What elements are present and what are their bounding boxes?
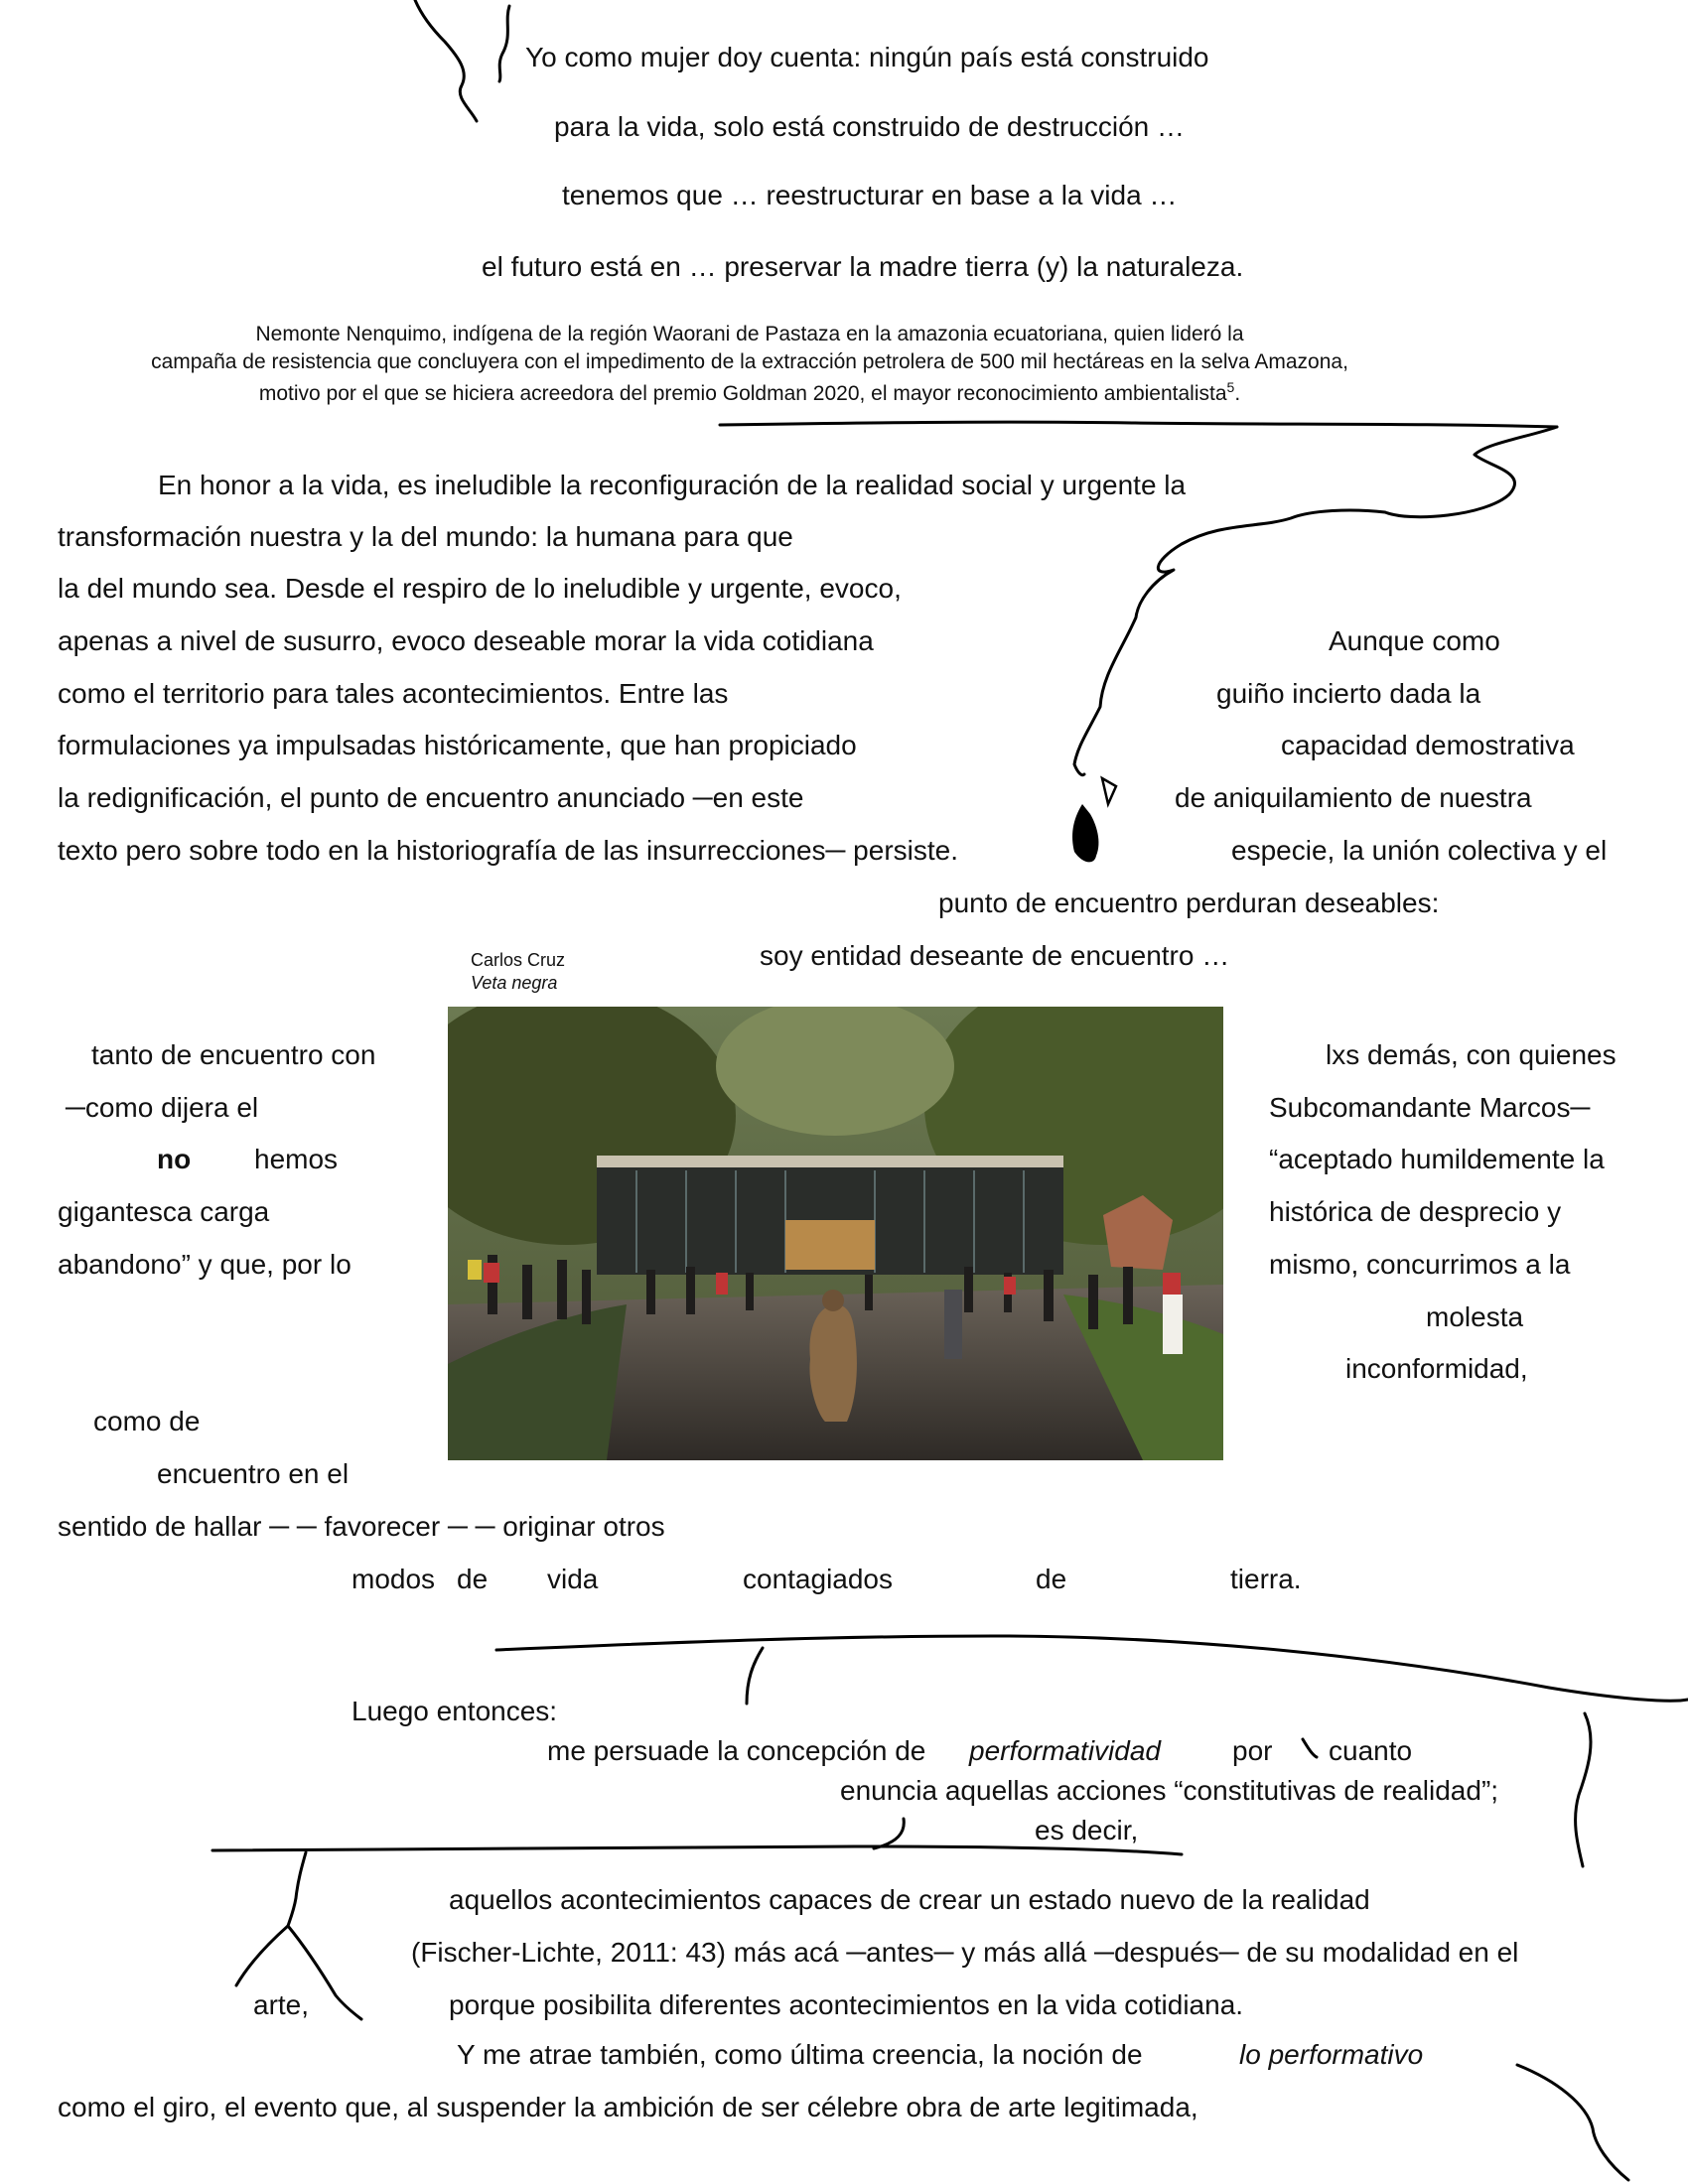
text-line: como de [93, 1406, 201, 1436]
footnote-ref[interactable]: 5 [1226, 379, 1235, 395]
photo-veta-negra [448, 1007, 1223, 1460]
text-line: arte, [253, 1989, 310, 2020]
text-line-right: guiño incierto dada la [1216, 678, 1481, 709]
term-performatividad: performatividad [969, 1735, 1161, 1766]
word: tierra. [1230, 1564, 1302, 1594]
text-line: Luego entonces: [352, 1696, 558, 1726]
text-line: apenas a nivel de susurro, evoco deseable morar la vida cotidiana [58, 625, 874, 656]
term-lo-performativo: lo performativo [1239, 2039, 1424, 2070]
text-line-right: capacidad demostrativa [1281, 730, 1575, 760]
epigraph-line: tenemos que … reestructurar en base a la vida … [562, 180, 1178, 210]
figure-title: Veta negra [471, 973, 558, 993]
attribution-line: campaña de resistencia que concluyera con el impedimento de la extracción petrolera de 500 mil hectáreas en la selva Amazona, [151, 350, 1348, 373]
attribution-line: Nemonte Nenquimo, indígena de la región Waorani de Pastaza en la amazonia ecuatoriana, quien lideró la [255, 323, 1244, 345]
text-line: enuncia aquellas acciones “constitutivas de realidad”; [840, 1775, 1499, 1806]
text-line: transformación nuestra y la del mundo: la humana para que [58, 521, 793, 552]
text-line-right: soy entidad deseante de encuentro … [760, 940, 1230, 971]
figure-artist: Carlos Cruz [471, 950, 566, 970]
text-line: encuentro en el [157, 1458, 350, 1489]
word: de [1036, 1564, 1067, 1594]
text-line-right: mismo, concurrimos a la [1269, 1249, 1571, 1280]
word: contagiados [743, 1564, 894, 1594]
attribution-text: motivo por el que se hiciera acreedora del premio Goldman 2020, el mayor reconocimiento ambientalista [258, 382, 1227, 405]
attribution-line [0, 375, 1499, 406]
text-line-right: inconformidad, [1345, 1353, 1528, 1384]
text-line: es decir, [1035, 1815, 1139, 1845]
text-line: ─como dijera el [66, 1092, 259, 1123]
attribution-period: . [1234, 382, 1241, 405]
text-line: En honor a la vida, es ineludible la reconfiguración de la realidad social y urgente la [158, 470, 1187, 500]
text-line: tanto de encuentro con [91, 1039, 376, 1070]
text-line: abandono” y que, por lo [58, 1249, 352, 1280]
text-line: la redignificación, el punto de encuentro anunciado ─en este [58, 782, 804, 813]
text-line-right: “aceptado humildemente la [1269, 1144, 1605, 1174]
text-line: sentido de hallar ─ ─ favorecer ─ ─ originar otros [58, 1511, 665, 1542]
text-line: como el territorio para tales acontecimientos. Entre las [58, 678, 729, 709]
text-line: texto pero sobre todo en la historiografía de las insurrecciones─ persiste. [58, 835, 958, 866]
text-line-right: lxs demás, con quienes [1326, 1039, 1617, 1070]
text-line-right: de aniquilamiento de nuestra [1175, 782, 1532, 813]
text-line: aquellos acontecimientos capaces de crear un estado nuevo de la realidad [449, 1884, 1370, 1915]
text-line: gigantesca carga [58, 1196, 270, 1227]
emphasis-no: no [157, 1144, 192, 1174]
word: de [457, 1564, 489, 1594]
text-line-right: especie, la unión colectiva y el [1231, 835, 1608, 866]
text-line: como el giro, el evento que, al suspender la ambición de ser célebre obra de arte legitimada, [58, 2092, 1198, 2122]
text-line: la del mundo sea. Desde el respiro de lo ineludible y urgente, evoco, [58, 573, 902, 604]
word: vida [547, 1564, 599, 1594]
word: modos [352, 1564, 436, 1594]
text-line-right: histórica de desprecio y [1269, 1196, 1562, 1227]
epigraph-line: Yo como mujer doy cuenta: ningún país está construido [525, 42, 1209, 72]
text-line-right: Subcomandante Marcos─ [1269, 1092, 1591, 1123]
text-line: hemos [254, 1144, 339, 1174]
text-line: (Fischer-Lichte, 2011: 43) más acá ─antes─ y más allá ─después─ de su modalidad en el [411, 1937, 1519, 1968]
text-line-right: Aunque como [1329, 625, 1500, 656]
text-line: Y me atrae también, como última creencia, la noción de [457, 2039, 1143, 2070]
text-line: porque posibilita diferentes acontecimientos en la vida cotidiana. [449, 1989, 1244, 2020]
text-line: cuanto [1329, 1735, 1413, 1766]
text-line: por [1232, 1735, 1273, 1766]
epigraph-line: para la vida, solo está construido de destrucción … [554, 111, 1186, 142]
text-line: formulaciones ya impulsadas históricamente, que han propiciado [58, 730, 857, 760]
epigraph-line: el futuro está en … preservar la madre tierra (y) la naturaleza. [482, 251, 1244, 282]
text-line: me persuade la concepción de [547, 1735, 926, 1766]
text-line-right: punto de encuentro perduran deseables: [938, 887, 1440, 918]
text-line-right: molesta [1426, 1301, 1524, 1332]
